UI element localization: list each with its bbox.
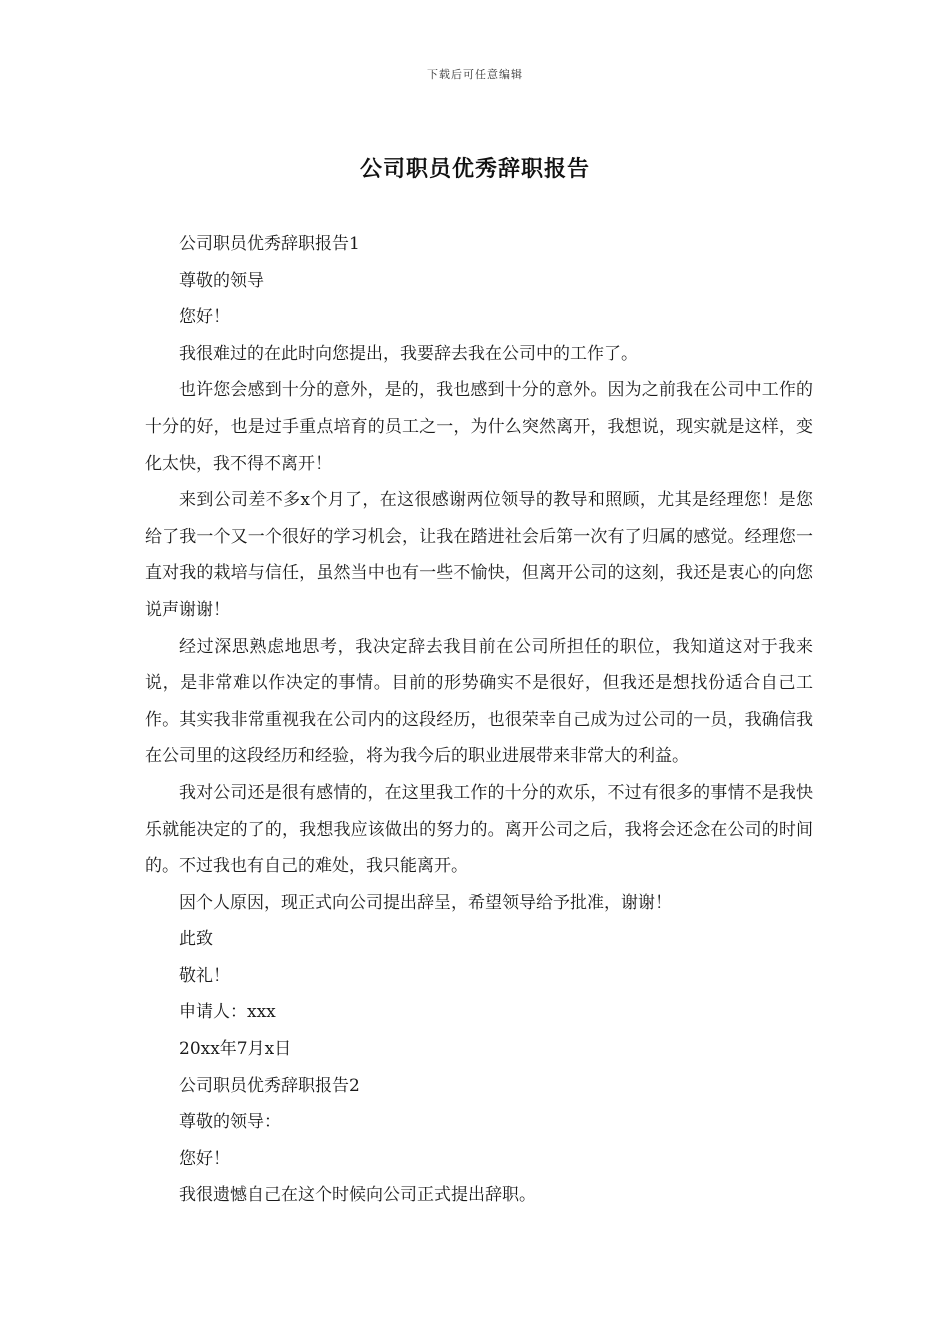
body-paragraph: 我对公司还是很有感情的，在这里我工作的十分的欢乐，不过有很多的事情不是我快乐就能决定的了的，我想我应该做出的努力的。离开公司之后，我将会还念在公司的时间的。不过我也有自己的难处，我只能离开。 xyxy=(145,782,813,877)
section-heading-1: 公司职员优秀辞职报告1 xyxy=(179,234,360,254)
body-paragraph: 也许您会感到十分的意外，是的，我也感到十分的意外。因为之前我在公司中工作的十分的好，也是过手重点培育的员工之一，为什么突然离开，我想说，现实就是这样，变化太快，我不得不离开！ xyxy=(145,380,813,474)
body-paragraph: 我很难过的在此时向您提出，我要辞去我在公司中的工作了。 xyxy=(179,343,638,364)
salutation: 尊敬的领导： xyxy=(179,1112,281,1133)
section-heading-2: 公司职员优秀辞职报告2 xyxy=(179,1075,360,1096)
body-paragraph: 我很遗憾自己在这个时候向公司正式提出辞职。 xyxy=(179,1185,536,1206)
body-paragraph: 经过深思熟虑地思考，我决定辞去我目前在公司所担任的职位，我知道这对于我来说，是非常难以作决定的事情。目前的形势确实不是很好，但我还是想找份适合自己工作。其实我非常重视我在公司内的这段经历，也很荣幸自己成为过公司的一员，我确信我在公司里的这段经历和经验，将为我今后的职业进展带来非常大的利益。 xyxy=(145,636,813,767)
closing-line: 此致 xyxy=(179,929,213,950)
body-paragraph: 因个人原因，现正式向公司提出辞呈，希望领导给予批准，谢谢！ xyxy=(179,892,672,913)
closing-regards: 敬礼！ xyxy=(179,965,230,986)
date-line: 20xx年7月x日 xyxy=(179,1039,292,1060)
greeting: 您好！ xyxy=(179,307,230,328)
applicant-line: 申请人：xxx xyxy=(179,1002,276,1023)
salutation: 尊敬的领导 xyxy=(179,270,264,291)
document-title: 公司职员优秀辞职报告 xyxy=(359,156,590,182)
body-paragraph: 来到公司差不多x个月了，在这很感谢两位领导的教导和照顾，尤其是经理您！是您给了我一个又一个很好的学习机会，让我在踏进社会后第一次有了归属的感觉。经理您一直对我的栽培与信任，虽然当中也有一些不愉快，但离开公司的这刻，我还是衷心的向您说声谢谢！ xyxy=(145,490,813,620)
page-header-note: 下载后可任意编辑 xyxy=(427,68,523,81)
document-body xyxy=(145,226,813,1214)
greeting: 您好！ xyxy=(179,1148,230,1169)
